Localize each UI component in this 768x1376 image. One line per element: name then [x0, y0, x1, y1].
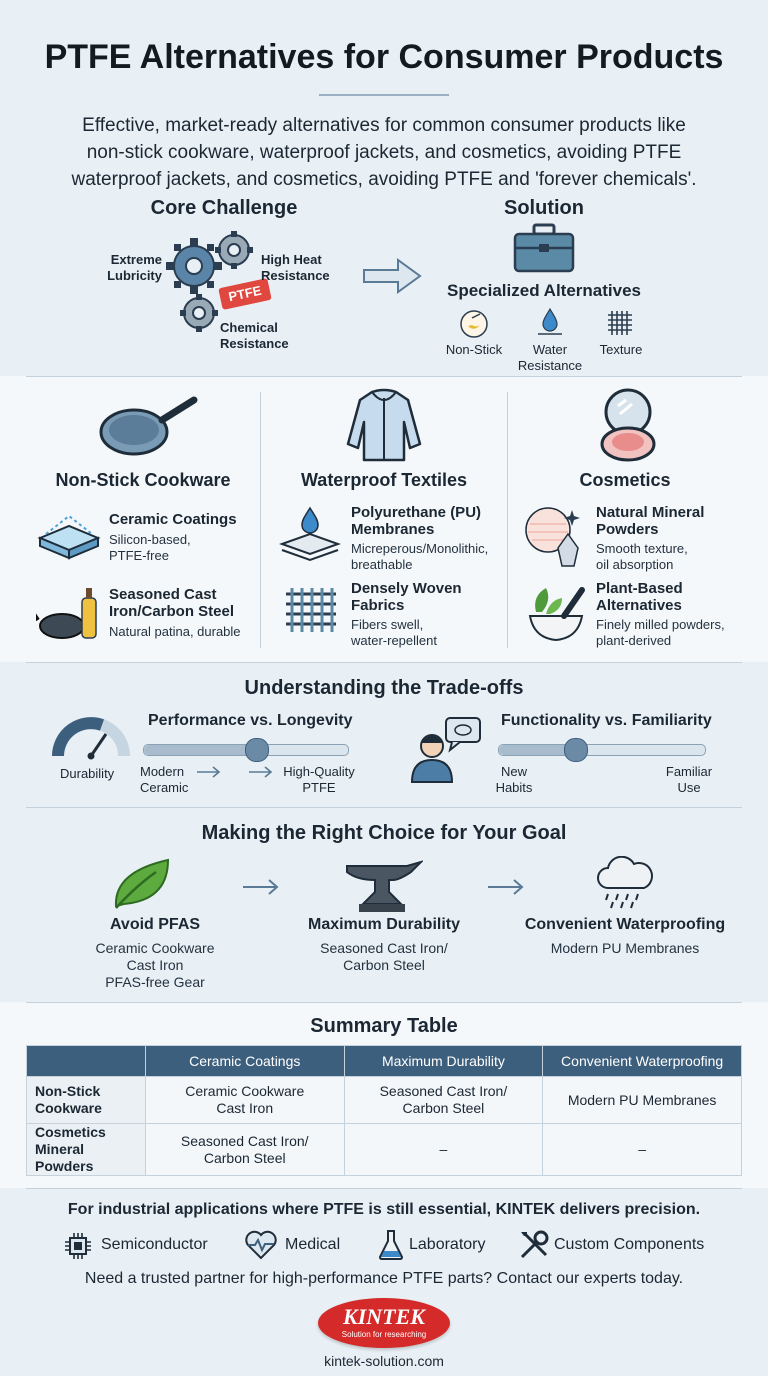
app-medical: Medical	[285, 1236, 341, 1253]
cell-line-2: Carbon Steel	[203, 1149, 286, 1166]
cell-line-1: Ceramic Cookware	[185, 1083, 305, 1099]
summary-header-empty	[27, 1046, 146, 1077]
tradeoff-left-label-left-1: Modern	[140, 764, 185, 779]
app-laboratory: Laboratory	[409, 1236, 486, 1253]
goal-max-durability-line-1: Seasoned Cast Iron/	[320, 940, 448, 956]
solution-item-water-line-1: Water	[532, 342, 568, 357]
summary-header-durability: Maximum Durability	[344, 1046, 543, 1077]
category-title-cosmetics: Cosmetics	[579, 470, 671, 490]
tradeoff-left-label-left-2: Ceramic	[140, 780, 189, 795]
textiles-item-2-desc-2: water-repellent	[351, 633, 437, 648]
solution-item-water-resistance	[512, 342, 588, 374]
goal-avoid-pfas	[50, 916, 260, 991]
tradeoff-right-label-left	[484, 764, 544, 796]
cosmetics-item-2-title-1: Plant-Based	[596, 580, 683, 597]
tradeoff-left-slider-fill	[144, 745, 256, 755]
arrow-right-icon	[362, 256, 422, 296]
choice-title: Making the Right Choice for Your Goal	[201, 822, 567, 844]
non-stick-icon	[458, 308, 490, 340]
frying-pan-icon	[98, 390, 198, 462]
textiles-item-2-title-1: Densely Woven	[351, 580, 462, 597]
footer-url[interactable]: kintek-solution.com	[324, 1353, 444, 1369]
app-semiconductor: Semiconductor	[101, 1236, 208, 1253]
table-cell	[543, 1077, 742, 1124]
table-row-head	[27, 1124, 146, 1176]
rain-cloud-icon	[594, 856, 656, 910]
label-lubricity-line-2: Lubricity	[107, 268, 162, 283]
cell-line-1: Seasoned Cast Iron/	[379, 1083, 508, 1099]
table-row-head	[27, 1077, 146, 1124]
tradeoff-right-label-left-1: New	[500, 764, 527, 779]
cosmetics-item-2-desc-1: Finely milled powders,	[596, 617, 725, 632]
kintek-logo-text: KINTEK	[343, 1304, 425, 1329]
table-cell	[543, 1124, 742, 1176]
table-row	[27, 1124, 742, 1176]
category-title-textiles: Waterproof Textiles	[300, 470, 468, 490]
summary-title: Summary Table	[310, 1015, 458, 1037]
cookware-item-1-desc-2: PTFE-free	[109, 548, 169, 563]
cell-line-1: Seasoned Cast Iron/	[180, 1132, 309, 1149]
tools-icon	[518, 1229, 550, 1261]
page-title: PTFE Alternatives for Consumer Products	[44, 38, 724, 76]
row-head-line-2: Cookware	[35, 1100, 102, 1116]
arrow-icon	[248, 765, 274, 779]
table-cell	[145, 1124, 344, 1176]
tradeoff-left-slider-handle[interactable]	[245, 738, 269, 762]
goal-convenient-waterproofing	[518, 916, 732, 957]
textiles-item-2-title-2: Fabrics	[351, 597, 405, 614]
label-heat	[261, 252, 330, 284]
membrane-icon	[278, 506, 342, 564]
intro-line-2: non-stick cookware, waterproof jackets, and cosmetics, avoiding PTFE	[86, 142, 682, 163]
cosmetics-item-2-desc-2: plant-derived	[596, 633, 672, 648]
divider-4	[26, 1002, 742, 1003]
cell-line-2: Cast Iron	[216, 1100, 274, 1116]
arrow-icon	[487, 878, 525, 896]
divider-2	[26, 662, 742, 663]
footer-line-1: For industrial applications where PTFE is still essential, KINTEK delivers precision.	[67, 1201, 701, 1218]
tradeoff-left-label-left	[140, 764, 188, 796]
cosmetics-item-2	[596, 580, 746, 649]
tradeoff-left-label-right-1: High-Quality	[283, 764, 355, 779]
summary-header-waterproofing: Convenient Waterproofing	[543, 1046, 742, 1077]
textiles-item-2	[351, 580, 507, 649]
tradeoff-left-label-right	[274, 764, 364, 796]
label-lubricity	[98, 252, 162, 284]
goal-max-durability	[284, 916, 484, 974]
anvil-icon	[345, 858, 423, 914]
goal-waterproofing-line-1: Modern PU Membranes	[550, 940, 700, 956]
cell-line-1: –	[638, 1141, 647, 1157]
cookware-item-1-desc-1: Silicon-based,	[109, 532, 191, 547]
water-drop-icon	[534, 306, 566, 338]
goal-waterproofing-title: Convenient Waterproofing	[524, 916, 726, 933]
cosmetics-item-1	[596, 504, 746, 573]
footer-cta[interactable]: Need a trusted partner for high-performance PTFE parts? Contact our experts today.	[84, 1270, 684, 1287]
chip-icon	[64, 1232, 92, 1260]
goal-avoid-pfas-title: Avoid PFAS	[109, 916, 201, 933]
column-divider-2	[507, 392, 508, 648]
goal-max-durability-title: Maximum Durability	[307, 916, 461, 933]
texture-icon	[605, 308, 635, 338]
cookware-item-2-title-1: Seasoned Cast	[109, 586, 217, 603]
summary-header-ceramic: Ceramic Coatings	[145, 1046, 344, 1077]
cast-iron-icon	[36, 584, 102, 646]
table-cell	[344, 1077, 543, 1124]
arrow-icon	[242, 878, 280, 896]
app-custom-components: Custom Components	[554, 1236, 705, 1253]
intro-line-3: waterproof jackets, and cosmetics, avoiding PTFE and 'forever chemicals'.	[71, 169, 697, 190]
row-head-line-2: Mineral Powders	[35, 1141, 94, 1174]
heart-pulse-icon	[244, 1230, 278, 1260]
textiles-item-1-desc-2: breathable	[351, 557, 413, 572]
jacket-icon	[344, 388, 424, 464]
label-heat-line-2: Resistance	[261, 268, 330, 283]
flask-icon	[378, 1229, 404, 1261]
textiles-item-1-desc-1: Micreperous/Monolithic,	[351, 541, 489, 556]
divider-1	[26, 376, 742, 377]
arrow-icon	[196, 765, 222, 779]
summary-header-row	[27, 1046, 742, 1077]
goal-avoid-pfas-line-2: Cast Iron	[126, 957, 184, 973]
cookware-item-2-title-2: Iron/Carbon Steel	[109, 603, 235, 620]
cosmetics-item-1-title-2: Powders	[596, 521, 659, 538]
cell-line-2: Carbon Steel	[402, 1100, 485, 1116]
toolbox-icon	[512, 222, 576, 274]
tradeoff-right-slider[interactable]	[498, 744, 706, 756]
divider-3	[26, 807, 742, 808]
textiles-item-1	[351, 504, 507, 573]
tradeoff-left-title: Performance vs. Longevity	[148, 712, 353, 729]
core-challenge-title: Core Challenge	[150, 197, 298, 219]
tradeoff-right-slider-handle[interactable]	[564, 738, 588, 762]
cell-line-1: Modern PU Membranes	[567, 1091, 717, 1108]
row-head-line-1: Non-Stick	[35, 1083, 101, 1099]
category-title-cookware: Non-Stick Cookware	[55, 470, 231, 490]
table-row	[27, 1077, 742, 1124]
solution-item-water-line-2: Resistance	[517, 358, 583, 373]
kintek-logo-tagline: Solution for researching	[341, 1330, 427, 1339]
goal-max-durability-line-2: Carbon Steel	[343, 957, 425, 973]
mineral-powder-icon	[522, 504, 588, 568]
label-heat-line-1: High Heat	[261, 252, 322, 267]
cosmetics-item-1-desc-2: oil absorption	[596, 557, 674, 572]
mortar-pestle-icon	[524, 582, 588, 644]
intro-text	[0, 112, 768, 193]
textiles-item-1-title-1: Polyurethane (PU)	[351, 504, 482, 521]
gauge-icon	[52, 712, 130, 760]
gauge-label-durability: Durability	[60, 766, 115, 781]
tradeoff-left-label-right-2: PTFE	[302, 780, 336, 795]
table-cell	[145, 1077, 344, 1124]
tradeoffs-title: Understanding the Trade-offs	[244, 677, 524, 699]
tradeoff-left-slider[interactable]	[143, 744, 349, 756]
label-chem-line-1: Chemical	[220, 320, 278, 335]
compact-mirror-icon	[596, 388, 660, 464]
person-speech-icon	[408, 716, 484, 786]
label-lubricity-line-1: Extreme	[110, 252, 162, 267]
goal-avoid-pfas-line-1: Ceramic Cookware	[95, 940, 215, 956]
tradeoff-right-label-left-2: Habits	[495, 780, 533, 795]
cosmetics-item-2-title-2: Alternatives	[596, 597, 682, 614]
label-chemical	[220, 320, 289, 352]
tradeoff-right-label-right	[654, 764, 724, 796]
cosmetics-item-1-title-1: Natural Mineral	[596, 504, 705, 521]
solution-item-texture: Texture	[599, 342, 643, 357]
label-chem-line-2: Resistance	[220, 336, 289, 351]
textiles-item-1-title-2: Membranes	[351, 521, 435, 538]
column-divider-1	[260, 392, 261, 648]
cosmetics-item-1-desc-1: Smooth texture,	[596, 541, 688, 556]
cookware-item-1	[109, 511, 259, 564]
solution-item-non-stick: Non-Stick	[445, 342, 503, 357]
woven-fabric-icon	[282, 584, 340, 638]
summary-table-wrap	[26, 1045, 742, 1176]
goal-avoid-pfas-line-3: PFAS-free Gear	[105, 974, 205, 990]
cookware-item-1-title: Ceramic Coatings	[109, 511, 237, 528]
cookware-item-2	[109, 586, 259, 640]
kintek-logo[interactable]	[318, 1298, 450, 1348]
summary-table	[26, 1045, 742, 1176]
cookware-item-2-desc-1: Natural patina, durable	[109, 624, 241, 639]
row-head-line-1: Cosmetics	[35, 1124, 106, 1140]
tradeoff-right-title: Functionality vs. Familiarity	[501, 712, 712, 729]
solution-title: Solution	[504, 197, 584, 219]
table-cell	[344, 1124, 543, 1176]
tradeoff-right-label-right-2: Use	[677, 780, 701, 795]
textiles-item-2-desc-1: Fibers swell,	[351, 617, 424, 632]
title-underline	[319, 94, 449, 96]
leaf-icon	[110, 856, 174, 912]
divider-5	[26, 1188, 742, 1189]
cell-line-1: –	[439, 1141, 448, 1157]
solution-subtitle: Specialized Alternatives	[446, 281, 641, 300]
ptfe-tag: PTFE	[218, 278, 271, 310]
tradeoff-right-label-right-1: Familiar	[665, 764, 713, 779]
ceramic-coating-icon	[36, 508, 102, 560]
intro-line-1: Effective, market-ready alternatives for common consumer products like	[82, 115, 686, 136]
